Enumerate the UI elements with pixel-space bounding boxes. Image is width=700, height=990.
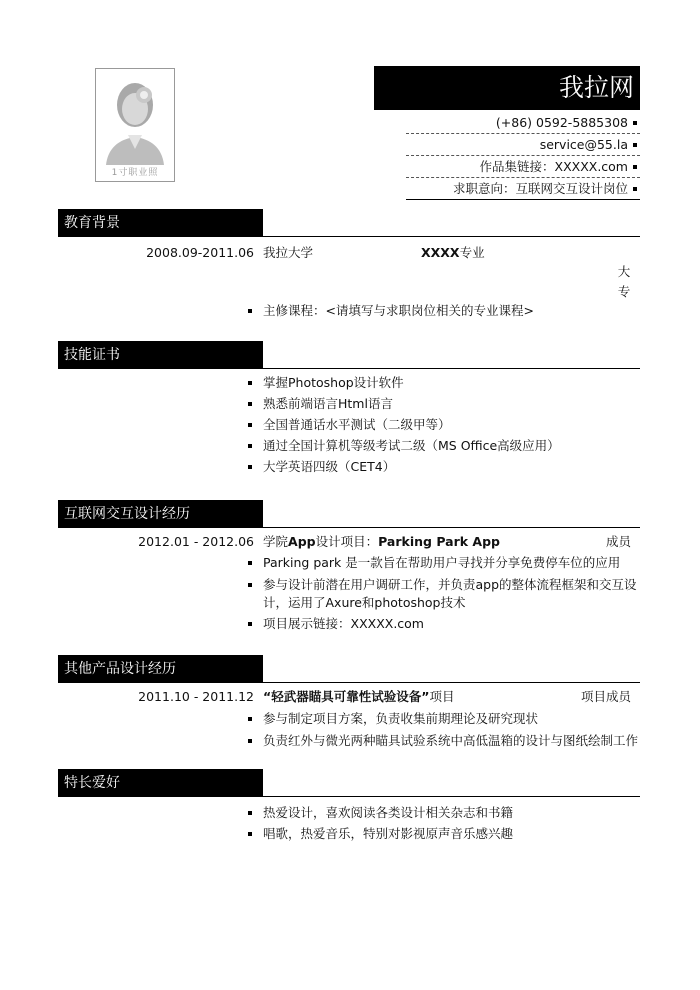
bullet-icon <box>633 121 637 125</box>
bullet-icon <box>248 465 252 469</box>
bullet-icon <box>248 832 252 836</box>
other-exp-item: 负责红外与微光两种瞄具试验系统中高低温箱的设计与图纸绘制工作 <box>263 733 639 748</box>
project-mid: 设计项目： <box>315 534 379 549</box>
other-exp-item: 参与制定项目方案，负责收集前期理论及研究现状 <box>263 711 539 726</box>
bullet-icon <box>248 717 252 721</box>
bullet-icon <box>248 444 252 448</box>
section-title-hobbies: 特长爱好 <box>58 769 263 797</box>
phone-text: (+86) 0592-5885308 <box>495 115 628 130</box>
contact-portfolio <box>406 156 640 178</box>
hobby-item: 唱歌，热爱音乐，特别对影视原声音乐感兴趣 <box>263 826 514 841</box>
skill-item: 通过全国计算机等级考试二级（MS Office高级应用） <box>263 438 560 453</box>
bullet-icon <box>248 583 252 587</box>
other-project-name: “轻武器瞄具可靠性试验设备” <box>263 689 430 704</box>
skill-item: 熟悉前端语言Html语言 <box>263 396 393 411</box>
other-exp-role: 项目成员 <box>581 689 632 704</box>
bullet-icon <box>248 622 252 626</box>
bullet-icon <box>248 811 252 815</box>
applicant-name: 我拉网 <box>374 66 640 110</box>
degree-char-1: 大 <box>617 264 631 279</box>
bullet-icon <box>248 739 252 743</box>
internet-exp-item: 项目展示链接：XXXXX.com <box>263 616 424 631</box>
section-title-internet-experience: 互联网交互设计经历 <box>58 500 263 528</box>
internet-exp-role: 成员 <box>606 534 632 549</box>
section-divider <box>58 682 640 683</box>
skill-item: 全国普通话水平测试（二级甲等） <box>263 417 451 432</box>
school-name: 我拉大学 <box>263 245 314 260</box>
major-name: XXXX <box>421 245 460 260</box>
objective-text: 求职意向：互联网交互设计岗位 <box>452 181 628 196</box>
bullet-icon <box>633 187 637 191</box>
bullet-icon <box>248 561 252 565</box>
other-exp-period: 2011.10 - 2011.12 <box>138 689 254 704</box>
hobby-item: 热爱设计，喜欢阅读各类设计相关杂志和书籍 <box>263 805 514 820</box>
major <box>421 244 485 262</box>
skill-item: 掌握Photoshop设计软件 <box>263 375 404 390</box>
contact-email <box>406 134 640 156</box>
bullet-icon <box>248 423 252 427</box>
project-app: App <box>288 534 316 549</box>
section-title-other-experience: 其他产品设计经历 <box>58 655 263 683</box>
email-text: service@55.la <box>539 137 628 152</box>
section-divider <box>58 796 640 797</box>
internet-exp-item: Parking park 是一款旨在帮助用户寻找并分享免费停车位的应用 <box>263 555 621 570</box>
section-title-education: 教育背景 <box>58 209 263 237</box>
profile-photo <box>95 68 175 182</box>
bullet-icon <box>633 143 637 147</box>
other-exp-project <box>263 688 454 706</box>
contact-phone <box>406 112 640 134</box>
bullet-icon <box>248 381 252 385</box>
section-divider <box>58 236 640 237</box>
section-divider <box>58 527 640 528</box>
internet-exp-item: 参与设计前潜在用户调研工作，并负责app的整体流程框架和交互设 <box>263 577 637 592</box>
other-project-suffix: 项目 <box>429 689 455 704</box>
section-title-skills: 技能证书 <box>58 341 263 369</box>
internet-exp-project <box>263 533 500 551</box>
degree-char-2: 专 <box>617 284 631 299</box>
bullet-icon <box>248 309 252 313</box>
skill-item: 大学英语四级（CET4） <box>263 459 396 474</box>
project-name: Parking Park App <box>378 534 500 549</box>
major-suffix: 专业 <box>459 245 485 260</box>
contact-objective <box>406 178 640 200</box>
project-prefix: 学院 <box>263 534 289 549</box>
portfolio-text: 作品集链接：XXXXX.com <box>479 159 628 174</box>
internet-exp-item-continued: 计，运用了Axure和photoshop技术 <box>263 595 466 610</box>
section-divider <box>58 368 640 369</box>
bullet-icon <box>633 165 637 169</box>
internet-exp-period: 2012.01 - 2012.06 <box>138 534 254 549</box>
bullet-icon <box>248 402 252 406</box>
education-course: 主修课程：<请填写与求职岗位相关的专业课程> <box>263 303 534 318</box>
photo-caption: 1寸职业照 <box>111 168 159 178</box>
education-period: 2008.09-2011.06 <box>146 245 254 260</box>
